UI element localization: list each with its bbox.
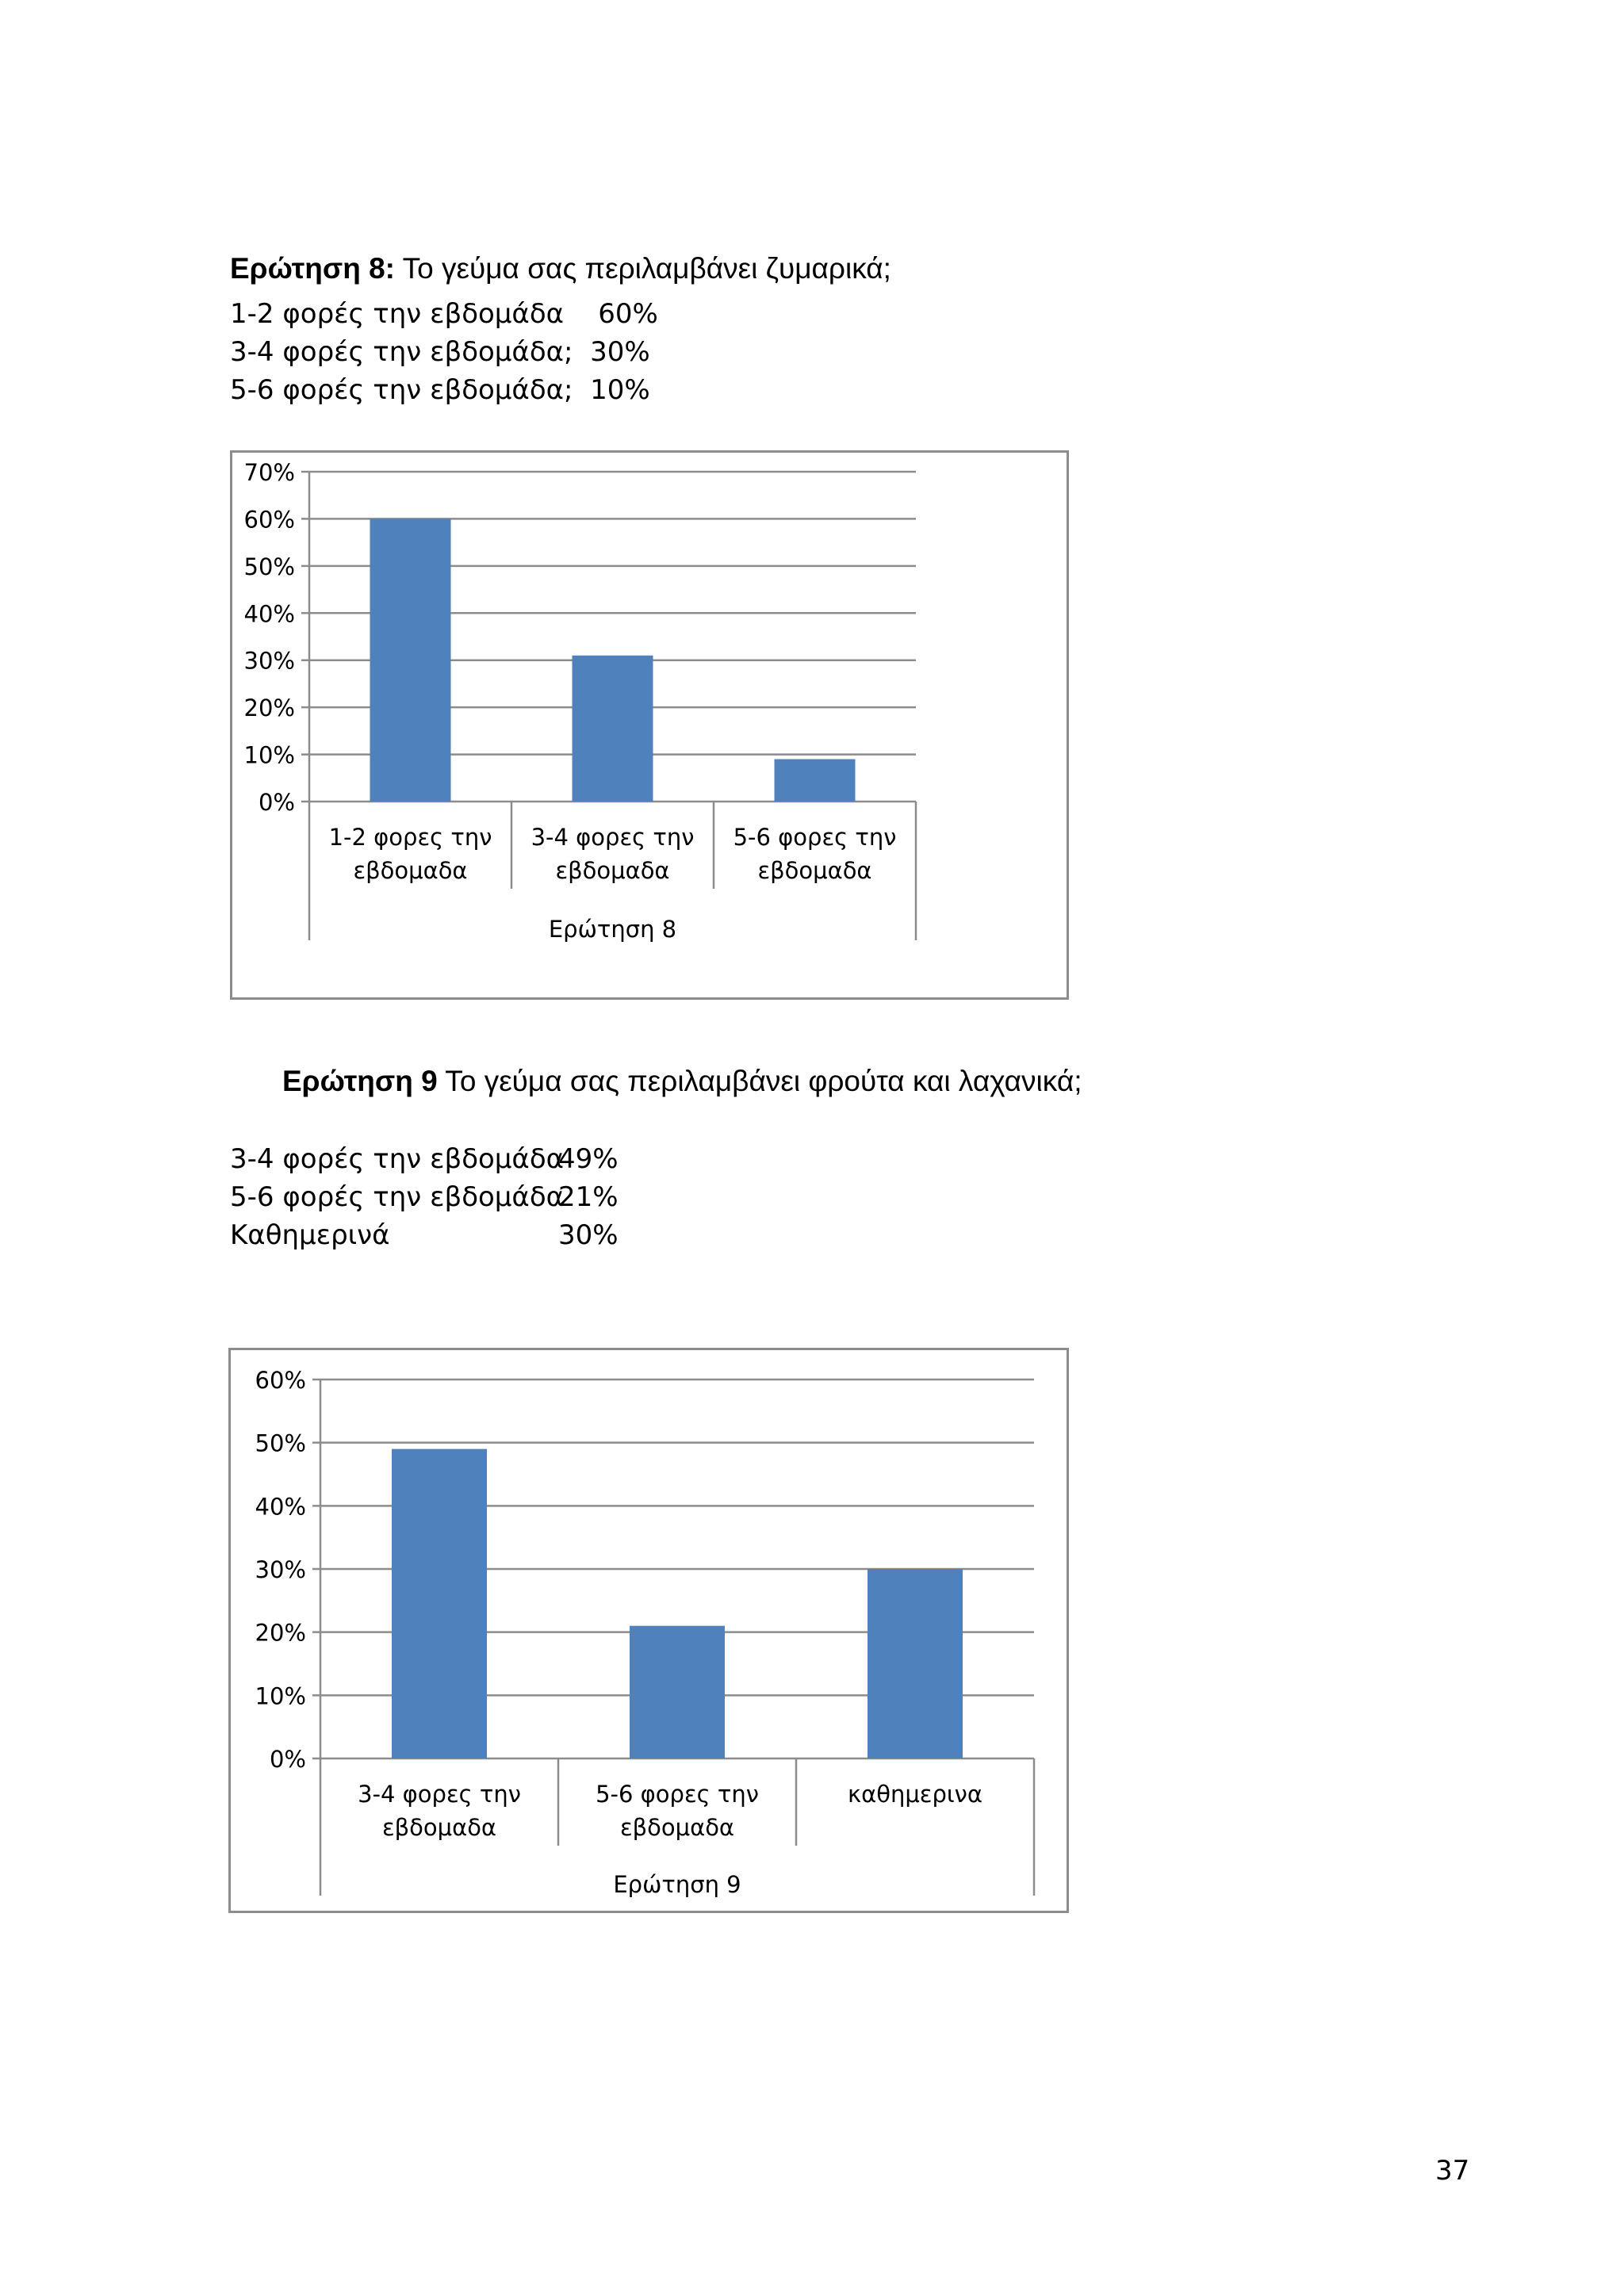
q9-answer-value-1: 49% [558, 1143, 619, 1175]
x-tick-label: 3-4 φορες την [358, 1781, 521, 1808]
y-tick-label: 20% [255, 1619, 306, 1647]
bar-3 [868, 1569, 963, 1758]
x-tick-label: 3-4 φορες την [530, 824, 695, 851]
x-tick-label: 1-2 φορες την [328, 824, 492, 851]
q8-answer-line-2: 3-4 φορές την εβδομάδα; 30% [230, 336, 650, 368]
y-tick-label: 0% [269, 1746, 306, 1773]
x-tick-label: εβδομαδα [555, 857, 670, 884]
y-tick-label: 40% [243, 600, 295, 628]
q9-answer-label-1: 3-4 φορές την εβδομάδα [230, 1143, 565, 1175]
x-tick-label: 5-6 φορες την [596, 1781, 759, 1808]
x-tick-label: καθημερινα [848, 1781, 982, 1808]
y-tick-label: 50% [255, 1429, 306, 1457]
bar-3 [775, 760, 856, 802]
bar-1 [370, 519, 451, 802]
q8-heading-text: Το γεύμα σας περιλαμβάνει ζυμαρικά; [395, 252, 891, 285]
x-tick-label: εβδομαδα [353, 857, 468, 884]
bar-1 [392, 1449, 487, 1758]
y-tick-label: 10% [255, 1682, 306, 1710]
q8-bar-chart [232, 453, 1067, 997]
q9-heading-label: Ερώτηση 9 [282, 1065, 438, 1097]
y-tick-label: 30% [255, 1556, 306, 1583]
q9-answer-value-3: 30% [558, 1219, 619, 1251]
q9-chart-frame [228, 1348, 1069, 1913]
y-tick-label: 70% [243, 459, 295, 486]
q8-heading [230, 252, 891, 285]
page-number: 37 [1435, 2155, 1470, 2187]
x-tick-label: εβδομαδα [381, 1814, 497, 1841]
q9-answer-label-2: 5-6 φορές την εβδομάδα [230, 1181, 565, 1213]
y-tick-label: 40% [255, 1493, 306, 1521]
y-tick-label: 60% [255, 1367, 306, 1394]
x-axis-title: Ερώτηση 9 [613, 1871, 741, 1898]
q9-answer-value-2: 21% [558, 1181, 619, 1213]
x-tick-label: εβδομαδα [757, 857, 872, 884]
q9-heading-text: Το γεύμα σας περιλαμβάνει φρούτα και λαχανικά; [437, 1065, 1082, 1097]
q8-heading-label: Ερώτηση 8: [230, 252, 395, 285]
bar-2 [630, 1626, 725, 1758]
y-tick-label: 30% [243, 647, 295, 675]
q8-chart-frame [230, 450, 1069, 1000]
q8-answer-line-3: 5-6 φορές την εβδομάδα; 10% [230, 374, 650, 406]
y-tick-label: 0% [258, 789, 295, 816]
y-tick-label: 10% [243, 741, 295, 769]
q9-answer-label-3: Καθημερινά [230, 1219, 390, 1251]
q9-bar-chart [231, 1350, 1067, 1911]
x-axis-title: Ερώτηση 8 [548, 916, 677, 943]
q8-answer-line-1: 1-2 φορές την εβδομάδα 60% [230, 298, 658, 330]
q9-heading [282, 1065, 1082, 1098]
y-tick-label: 20% [243, 695, 295, 722]
x-tick-label: 5-6 φορες την [733, 824, 897, 851]
y-tick-label: 60% [243, 506, 295, 534]
y-tick-label: 50% [243, 553, 295, 580]
bar-2 [573, 656, 653, 802]
x-tick-label: εβδομαδα [619, 1814, 735, 1841]
